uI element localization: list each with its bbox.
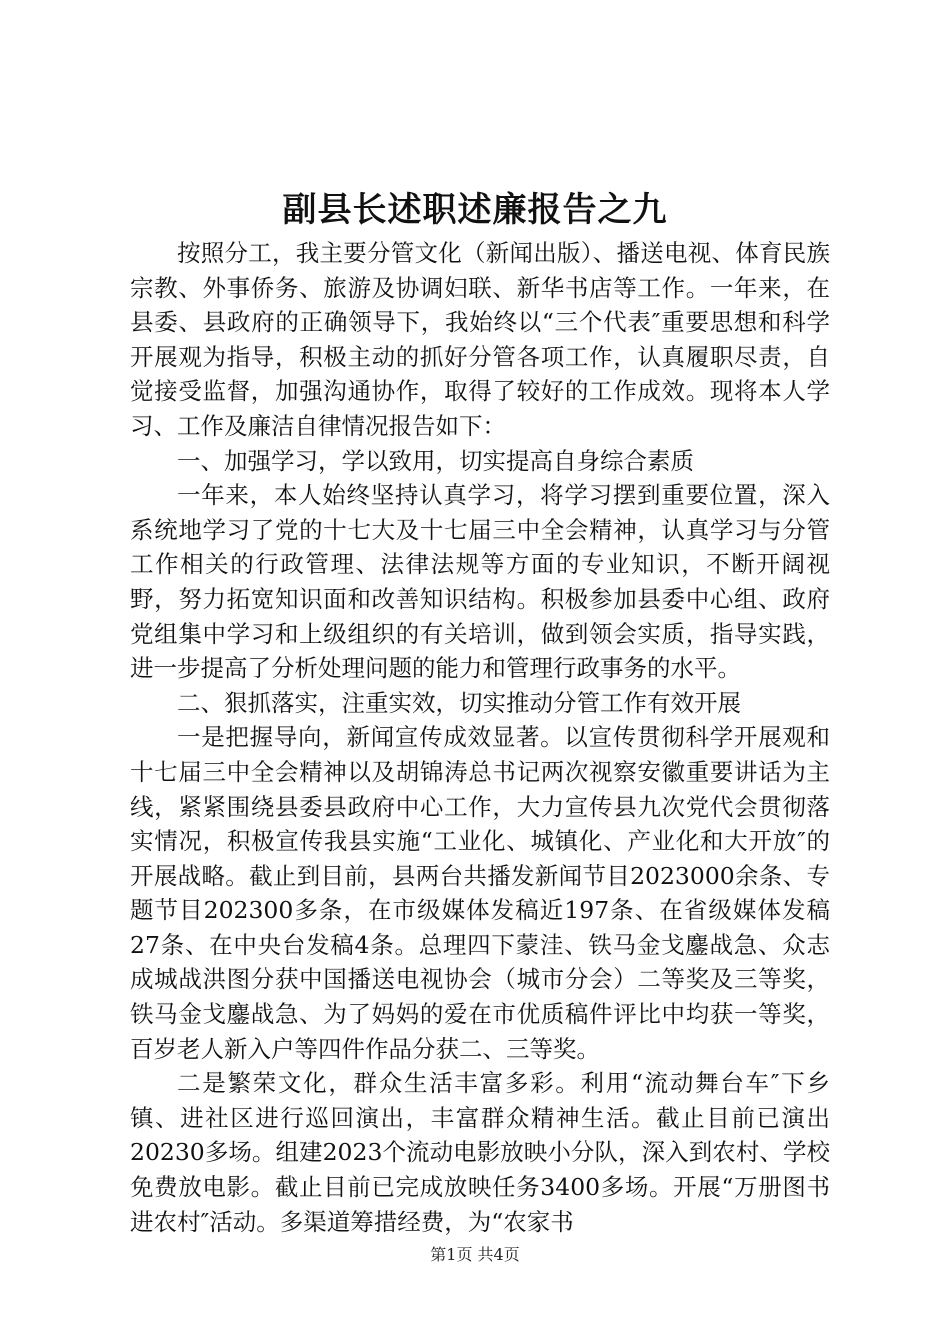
section-heading-2: 二、狠抓落实，注重实效，切实推动分管工作有效开展 bbox=[177, 688, 741, 717]
paragraph-culture: 二是繁荣文化，群众生活丰富多彩。利用“流动舞台车″下乡镇、进社区进行巡回演出，丰富群众精神生活。截止目前已演出20230多场。组建2023个流动电影放映小分队，深入到农村、学校免费放电影。截止目前已完成放映任务3400多场。开展“万册图书进农村″活动。多渠道筹措经费，为“农家书 bbox=[130, 1069, 830, 1236]
section-heading-1: 一、加强学习，学以致用，切实提高自身综合素质 bbox=[177, 446, 694, 475]
document-body bbox=[130, 236, 830, 1239]
paragraph-study: 一年来，本人始终坚持认真学习，将学习摆到重要位置，深入系统地学习了党的十七大及十七届三中全会精神，认真学习与分管工作相关的行政管理、法律法规等方面的专业知识，不断开阔视野，努力拓宽知识面和改善知识结构。积极参加县委中心组、政府党组集中学习和上级组织的有关培训，做到领会实质，指导实践，进一步提高了分析处理问题的能力和管理行政事务的水平。 bbox=[130, 481, 830, 683]
page-number-footer: 第1页 共4页 bbox=[430, 1245, 520, 1264]
document-title: 副县长述职述廉报告之九 bbox=[282, 190, 668, 230]
paragraph-intro: 按照分工，我主要分管文化（新闻出版）、播送电视、体育民族宗教、外事侨务、旅游及协调妇联、新华书店等工作。一年来，在县委、县政府的正确领导下，我始终以“三个代表″重要思想和科学开展观为指导，积极主动的抓好分管各项工作，认真履职尽责，自觉接受监督，加强沟通协作，取得了较好的工作成效。现将本人学习、工作及廉洁自律情况报告如下： bbox=[130, 239, 830, 440]
paragraph-news: 一是把握导向，新闻宣传成效显著。以宣传贯彻科学开展观和十七届三中全会精神以及胡锦涛总书记两次视察安徽重要讲话为主线，紧紧围绕县委县政府中心工作，大力宣传县九次党代会贯彻落实情况，积极宣传我县实施“工业化、城镇化、产业化和大开放″的开展战略。截止到目前，县两台共播发新闻节目2023000余条、专题节目202300多条，在市级媒体发稿近197条、在省级媒体发稿27条、在中央台发稿4条。总理四下蒙洼、铁马金戈鏖战急、众志成城战洪图分获中国播送电视协会（城市分会）二等奖及三等奖，铁马金戈鏖战急、为了妈妈的爱在市优质稿件评比中均获一等奖，百岁老人新入户等四件作品分获二、三等奖。 bbox=[130, 723, 830, 1063]
